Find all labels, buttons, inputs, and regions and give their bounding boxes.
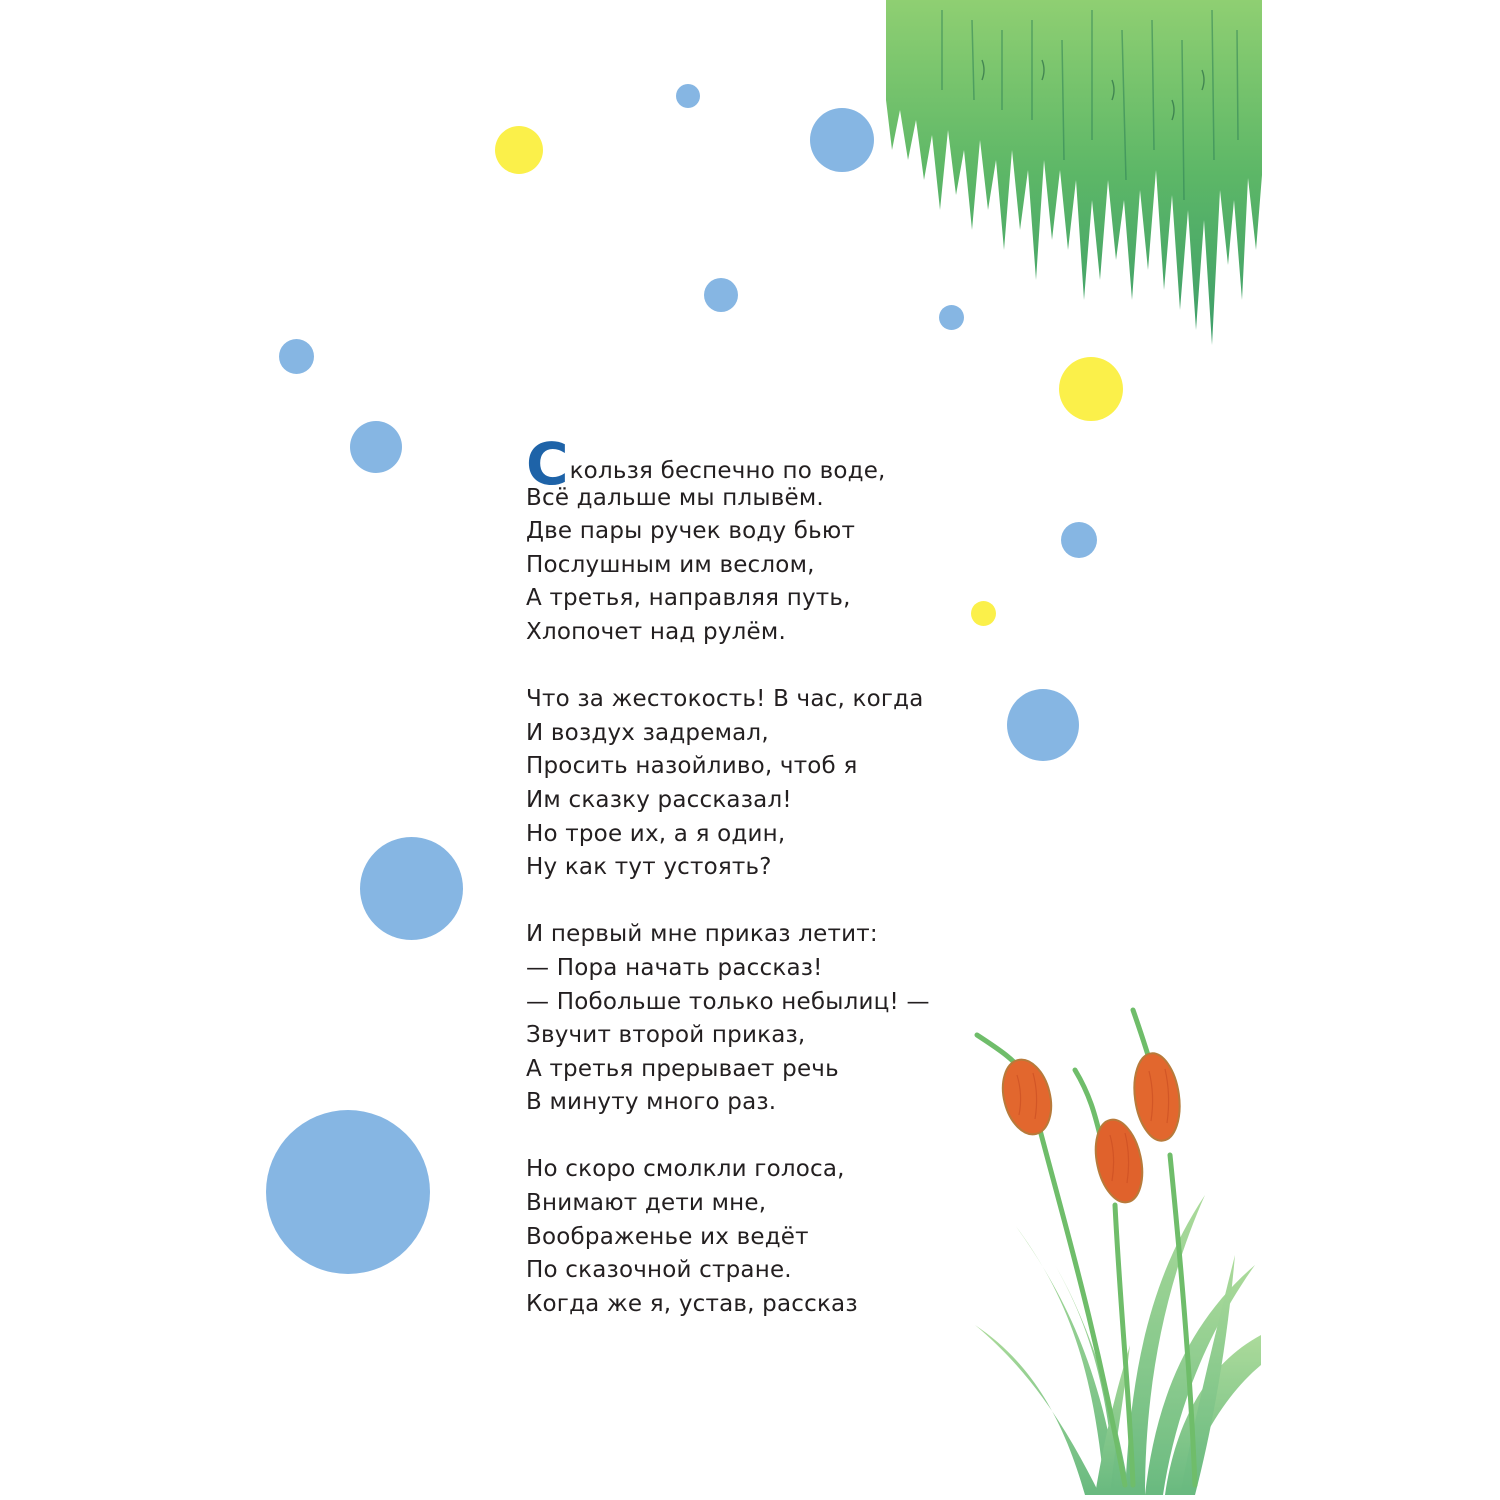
poem-line: Ну как тут устоять? <box>526 854 772 881</box>
yellow-dot <box>495 126 543 174</box>
blue-dot <box>360 837 463 940</box>
poem-line: По сказочной стране. <box>526 1257 792 1284</box>
stanza <box>526 683 966 885</box>
yellow-dot <box>1059 357 1123 421</box>
poem-line: Но трое их, а я один, <box>526 820 786 847</box>
poem-line: И первый мне приказ летит: <box>526 921 878 948</box>
stanza <box>526 918 966 1120</box>
poem-line: Две пары ручек воду бьют <box>526 518 856 545</box>
willow-illustration <box>882 0 1262 350</box>
poem-line: Звучит второй приказ, <box>526 1022 806 1049</box>
poem-line: А третья, направляя путь, <box>526 585 851 612</box>
poem-line: Всё дальше мы плывём. <box>526 484 824 511</box>
blue-dot <box>810 108 874 172</box>
stanza <box>526 430 966 650</box>
yellow-dot <box>971 601 996 626</box>
stanza <box>526 1153 966 1321</box>
blue-dot <box>350 421 402 473</box>
poem-line-text: кользя беспечно по воде, <box>569 458 886 484</box>
blue-dot <box>939 305 964 330</box>
blue-dot <box>279 339 314 374</box>
poem-line: Воображенье их ведёт <box>526 1223 809 1250</box>
blue-dot <box>1007 689 1079 761</box>
poem-line: — Пора начать рассказ! <box>526 954 823 981</box>
poem-line: А третья прерывает речь <box>526 1055 839 1082</box>
poem <box>526 430 966 1355</box>
blue-dot <box>704 278 738 312</box>
poem-line: Им сказку рассказал! <box>526 786 792 813</box>
poem-line: — Побольше только небылиц! — <box>526 988 930 1015</box>
blue-dot <box>676 84 700 108</box>
drop-cap: С <box>526 430 568 498</box>
poem-line: Когда же я, устав, рассказ <box>526 1290 858 1317</box>
poem-line: Но скоро смолкли голоса, <box>526 1156 845 1183</box>
poem-line: Что за жестокость! В час, когда <box>526 686 924 713</box>
poem-line: Внимают дети мне, <box>526 1190 767 1217</box>
blue-dot <box>1061 522 1097 558</box>
poem-line: Хлопочет над рулём. <box>526 618 786 645</box>
cattail-illustration <box>955 1005 1261 1495</box>
poem-line: Послушным им веслом, <box>526 551 815 578</box>
poem-line: И воздух задремал, <box>526 719 769 746</box>
poem-line: Просить назойливо, чтоб я <box>526 753 858 780</box>
poem-line: В минуту много раз. <box>526 1089 777 1116</box>
blue-dot <box>266 1110 430 1274</box>
